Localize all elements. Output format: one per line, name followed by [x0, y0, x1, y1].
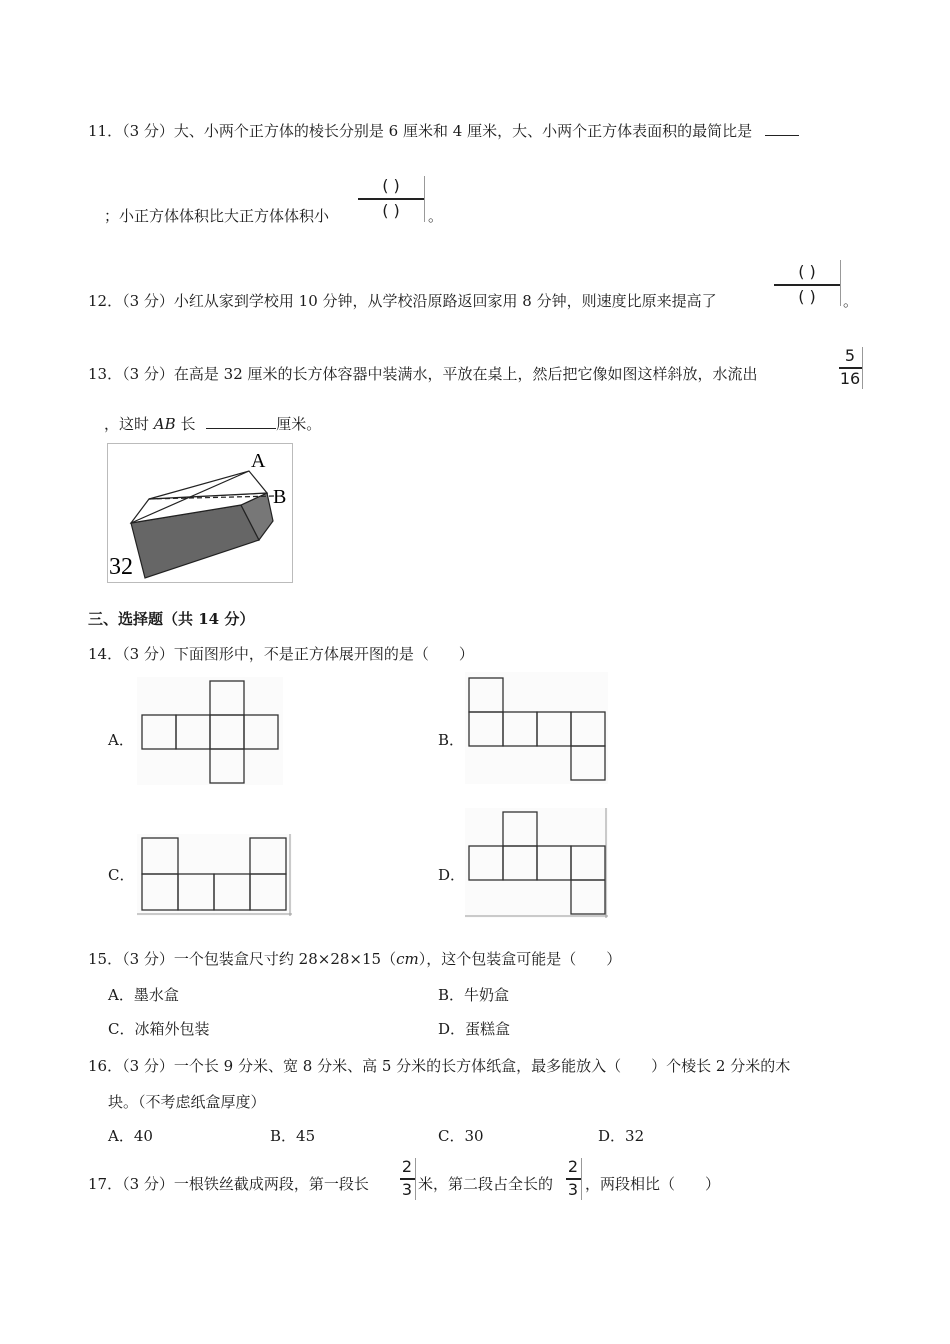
q17-line1-part1 — [88, 1173, 369, 1194]
q17-text-b: 米，第二段占全长的 — [418, 1175, 554, 1193]
q17-fraction-2 — [565, 1157, 585, 1201]
q12-end: 。 — [843, 292, 859, 310]
q14-option-d-label[interactable]: D． — [438, 866, 466, 884]
q13-number: 13． — [88, 365, 123, 383]
q12-fraction-denominator: ( ) — [798, 287, 816, 306]
q11-text: 大、小两个正方体的棱长分别是 6 厘米和 4 厘米，大、小两个正方体表面积的最简比是 — [173, 122, 753, 140]
q13-fraction-numerator: 5 — [844, 346, 856, 365]
q13-fraction — [838, 345, 866, 391]
q17-fraction-1 — [399, 1157, 419, 1201]
q12-fraction-numerator: ( ) — [798, 262, 816, 281]
q13-line2-prefix: ，这时 — [104, 415, 150, 433]
q14-option-c-label[interactable]: C． — [108, 866, 135, 884]
q15-line1 — [88, 948, 621, 969]
q16-text: 一个长 9 分米、宽 8 分米、高 5 分米的长方体纸盒，最多能放入（ ）个棱长 2 分米的木 — [173, 1057, 791, 1075]
q16-option-b[interactable]: B．45 — [270, 1127, 316, 1145]
q12-number: 12． — [88, 292, 123, 310]
q14-line1 — [88, 643, 474, 664]
q11-number: 11． — [88, 122, 123, 140]
q17-fraction-2-denominator: 3 — [567, 1180, 579, 1199]
q14-option-d-net[interactable] — [465, 808, 608, 918]
q13-fraction-denominator: 16 — [839, 369, 861, 388]
q17-fraction-2-numerator: 2 — [567, 1157, 579, 1176]
q11-fraction-denominator: ( ) — [382, 201, 400, 220]
q12-score: （3 分） — [122, 292, 174, 310]
q15-option-b[interactable]: B．牛奶盒 — [438, 986, 510, 1004]
q13-line2-end: 厘米。 — [276, 415, 322, 433]
q13-answer-blank[interactable] — [206, 428, 276, 429]
q16-option-c[interactable]: C．30 — [438, 1127, 484, 1145]
q13-tilted-container-figure — [107, 443, 295, 585]
q14-option-b-net[interactable] — [465, 672, 608, 784]
q17-text-a: 一根铁丝截成两段，第一段长 — [173, 1175, 369, 1193]
q12-fraction[interactable] — [772, 258, 844, 310]
q15-score: （3 分） — [122, 950, 174, 968]
q15-option-a[interactable]: A．墨水盒 — [108, 986, 179, 1004]
q11-end: 。 — [428, 207, 444, 225]
q16-line2: 块。（不考虑纸盒厚度） — [108, 1093, 266, 1111]
point-a-label: A — [251, 450, 266, 472]
q11-answer-blank-1[interactable] — [765, 135, 799, 136]
q14-number: 14． — [88, 645, 123, 663]
q14-text: 下面图形中，不是正方体展开图的是（ ） — [173, 645, 474, 663]
height-label: 32 — [109, 554, 133, 580]
q15-unit: cm — [396, 950, 419, 968]
q11-fraction-numerator: ( ) — [382, 176, 400, 195]
q11-line2-text: ；小正方体体积比大正方体体积小 — [104, 207, 330, 225]
q13-score: （3 分） — [122, 365, 174, 383]
q14-option-c-net[interactable] — [137, 834, 292, 916]
q17-text-c: ，两段相比（ ） — [585, 1175, 721, 1193]
q12-line1 — [88, 290, 717, 311]
q13-line2-mid: 长 — [180, 415, 196, 433]
q11-score: （3 分） — [122, 122, 174, 140]
q14-option-a-label[interactable]: A． — [108, 731, 134, 749]
q16-number: 16． — [88, 1057, 123, 1075]
q16-line1 — [88, 1055, 790, 1076]
q13-line2 — [104, 413, 321, 434]
q13-text: 在高是 32 厘米的长方体容器中装满水，平放在桌上，然后把它像如图这样斜放，水流出 — [173, 365, 758, 383]
q15-number: 15． — [88, 950, 123, 968]
q14-option-a-net[interactable] — [137, 677, 283, 785]
q16-score: （3 分） — [122, 1057, 174, 1075]
q17-fraction-1-numerator: 2 — [401, 1157, 413, 1176]
q15-option-d[interactable]: D．蛋糕盒 — [438, 1020, 511, 1038]
q16-option-a[interactable]: A．40 — [108, 1127, 153, 1145]
q15-option-c[interactable]: C．冰箱外包装 — [108, 1020, 210, 1038]
q12-text: 小红从家到学校用 10 分钟，从学校沿原路返回家用 8 分钟，则速度比原来提高了 — [173, 292, 717, 310]
section-3-title: 三、选择题（共 14 分） — [88, 610, 255, 628]
q17-fraction-1-denominator: 3 — [401, 1180, 413, 1199]
q13-segment-ab: AB — [153, 415, 176, 433]
q16-option-d[interactable]: D．32 — [598, 1127, 645, 1145]
q11-fraction[interactable] — [356, 174, 428, 226]
q17-score: （3 分） — [122, 1175, 174, 1193]
q11-line2 — [104, 205, 329, 226]
point-b-label: B — [273, 486, 287, 508]
q11-line1 — [88, 120, 799, 141]
q14-option-b-label[interactable]: B． — [438, 731, 465, 749]
q15-text-b: ），这个包装盒可能是（ ） — [418, 950, 622, 968]
q14-score: （3 分） — [122, 645, 174, 663]
q17-number: 17． — [88, 1175, 123, 1193]
q15-text-a: 一个包装盒尺寸约 28×28×15（ — [173, 950, 397, 968]
q13-line1 — [88, 363, 758, 384]
